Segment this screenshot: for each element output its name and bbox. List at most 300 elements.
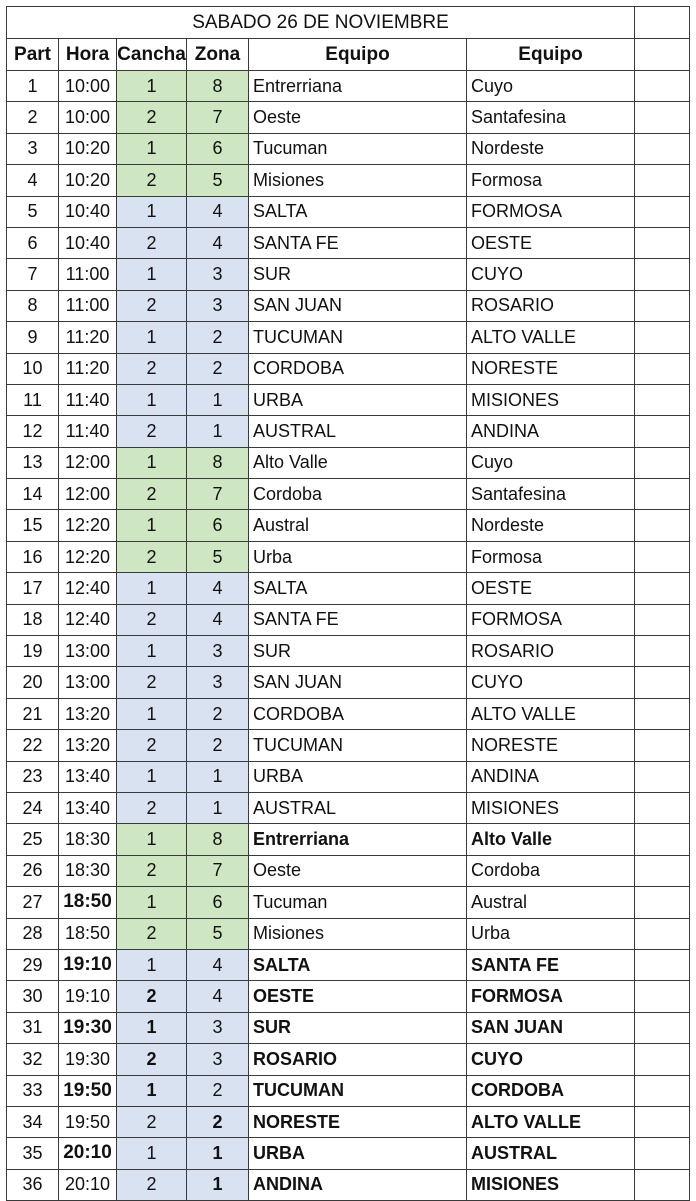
table-row [7,667,690,698]
empty-cell [635,1106,690,1137]
cell-part: 22 [7,730,59,761]
table-row [7,1075,690,1106]
table-row [7,1044,690,1075]
cell-equipo-1: SANTA FE [249,227,467,258]
cell-equipo-1: URBA [249,384,467,415]
cell-equipo-1: Entrerriana [249,824,467,855]
cell-cancha: 1 [117,322,187,353]
cell-cancha: 2 [117,102,187,133]
cell-part: 31 [7,1012,59,1043]
cell-part: 1 [7,71,59,102]
cell-part: 9 [7,322,59,353]
cell-zona: 5 [187,165,249,196]
empty-cell [635,887,690,918]
cell-equipo-1: AUSTRAL [249,792,467,823]
header-hora: Hora [59,39,117,71]
cell-equipo-1: Alto Valle [249,447,467,478]
cell-hora: 11:20 [59,322,117,353]
cell-equipo-1: Misiones [249,918,467,949]
empty-cell [635,698,690,729]
cell-equipo-1: ANDINA [249,1169,467,1200]
title-row [7,7,690,39]
table-row [7,165,690,196]
cell-equipo-1: URBA [249,1138,467,1169]
header-part: Part [7,39,59,71]
header-row [7,39,690,71]
cell-zona: 3 [187,636,249,667]
cell-part: 11 [7,384,59,415]
cell-zona: 3 [187,259,249,290]
cell-part: 25 [7,824,59,855]
cell-equipo-2: MISIONES [467,1169,635,1200]
empty-cell [635,541,690,572]
cell-zona: 6 [187,510,249,541]
schedule-table [6,6,690,1201]
sheet-title: SABADO 26 DE NOVIEMBRE [7,7,635,39]
cell-hora: 13:20 [59,730,117,761]
cell-hora: 18:30 [59,824,117,855]
cell-hora: 11:20 [59,353,117,384]
table-row [7,573,690,604]
empty-cell [635,730,690,761]
cell-equipo-1: Misiones [249,165,467,196]
cell-equipo-1: Entrerriana [249,71,467,102]
cell-equipo-1: ROSARIO [249,1044,467,1075]
cell-part: 26 [7,855,59,886]
cell-cancha: 1 [117,824,187,855]
table-row [7,227,690,258]
cell-equipo-1: SALTA [249,196,467,227]
cell-zona: 3 [187,667,249,698]
empty-cell [635,353,690,384]
cell-zona: 3 [187,290,249,321]
table-row [7,541,690,572]
cell-part: 28 [7,918,59,949]
table-row [7,1106,690,1137]
cell-cancha: 1 [117,447,187,478]
cell-cancha: 2 [117,855,187,886]
table-row [7,730,690,761]
cell-equipo-2: Santafesina [467,102,635,133]
empty-cell [635,39,690,71]
cell-zona: 1 [187,1138,249,1169]
empty-cell [635,949,690,980]
cell-equipo-2: ALTO VALLE [467,698,635,729]
table-row [7,384,690,415]
cell-part: 21 [7,698,59,729]
cell-equipo-1: AUSTRAL [249,416,467,447]
empty-cell [635,227,690,258]
cell-zona: 2 [187,730,249,761]
cell-cancha: 2 [117,1106,187,1137]
cell-hora: 19:50 [59,1106,117,1137]
cell-part: 4 [7,165,59,196]
cell-equipo-1: Tucuman [249,133,467,164]
cell-part: 23 [7,761,59,792]
cell-cancha: 2 [117,604,187,635]
cell-equipo-1: SUR [249,259,467,290]
cell-hora: 12:40 [59,573,117,604]
cell-zona: 6 [187,133,249,164]
cell-equipo-2: ROSARIO [467,290,635,321]
empty-cell [635,416,690,447]
table-row [7,761,690,792]
cell-equipo-2: ALTO VALLE [467,1106,635,1137]
cell-part: 19 [7,636,59,667]
cell-cancha: 1 [117,196,187,227]
cell-cancha: 2 [117,227,187,258]
empty-cell [635,1138,690,1169]
cell-hora: 20:10 [59,1169,117,1200]
schedule-rows [7,71,690,1201]
empty-cell [635,918,690,949]
cell-part: 2 [7,102,59,133]
cell-equipo-1: SUR [249,636,467,667]
cell-equipo-2: Cordoba [467,855,635,886]
cell-equipo-1: CORDOBA [249,698,467,729]
cell-hora: 13:00 [59,636,117,667]
cell-equipo-1: Oeste [249,102,467,133]
cell-part: 35 [7,1138,59,1169]
cell-hora: 11:40 [59,384,117,415]
cell-equipo-2: Austral [467,887,635,918]
cell-zona: 4 [187,196,249,227]
cell-equipo-1: SUR [249,1012,467,1043]
cell-zona: 8 [187,71,249,102]
cell-part: 18 [7,604,59,635]
cell-equipo-2: OESTE [467,573,635,604]
cell-equipo-2: FORMOSA [467,604,635,635]
cell-equipo-2: NORESTE [467,353,635,384]
cell-hora: 10:40 [59,227,117,258]
cell-part: 24 [7,792,59,823]
table-row [7,416,690,447]
cell-hora: 19:10 [59,949,117,980]
table-row [7,1138,690,1169]
empty-cell [635,604,690,635]
cell-zona: 4 [187,604,249,635]
cell-cancha: 1 [117,887,187,918]
cell-part: 33 [7,1075,59,1106]
cell-equipo-2: Cuyo [467,71,635,102]
cell-cancha: 1 [117,1075,187,1106]
cell-cancha: 1 [117,949,187,980]
cell-equipo-1: TUCUMAN [249,1075,467,1106]
cell-hora: 10:40 [59,196,117,227]
table-row [7,1012,690,1043]
cell-zona: 8 [187,447,249,478]
empty-cell [635,133,690,164]
table-row [7,636,690,667]
table-row [7,447,690,478]
empty-cell [635,1075,690,1106]
cell-cancha: 1 [117,698,187,729]
cell-equipo-1: SAN JUAN [249,667,467,698]
table-row [7,102,690,133]
cell-part: 12 [7,416,59,447]
table-row [7,887,690,918]
table-row [7,604,690,635]
empty-cell [635,259,690,290]
cell-equipo-2: ANDINA [467,761,635,792]
table-row [7,71,690,102]
table-row [7,792,690,823]
cell-equipo-2: Santafesina [467,479,635,510]
cell-equipo-2: CUYO [467,259,635,290]
cell-part: 15 [7,510,59,541]
cell-hora: 12:20 [59,541,117,572]
cell-cancha: 2 [117,730,187,761]
cell-equipo-2: AUSTRAL [467,1138,635,1169]
cell-hora: 11:00 [59,290,117,321]
cell-part: 16 [7,541,59,572]
cell-hora: 18:50 [59,918,117,949]
cell-cancha: 2 [117,290,187,321]
empty-cell [635,1012,690,1043]
empty-cell [635,447,690,478]
header-cancha: Cancha [117,39,187,71]
cell-equipo-1: Urba [249,541,467,572]
cell-cancha: 1 [117,71,187,102]
cell-hora: 18:50 [59,887,117,918]
cell-cancha: 2 [117,353,187,384]
cell-equipo-2: SAN JUAN [467,1012,635,1043]
cell-equipo-2: Alto Valle [467,824,635,855]
cell-equipo-1: SANTA FE [249,604,467,635]
cell-zona: 4 [187,981,249,1012]
table-row [7,479,690,510]
empty-cell [635,102,690,133]
table-row [7,949,690,980]
empty-cell [635,71,690,102]
cell-cancha: 1 [117,133,187,164]
cell-hora: 10:00 [59,102,117,133]
cell-equipo-1: CORDOBA [249,353,467,384]
cell-zona: 7 [187,102,249,133]
cell-zona: 7 [187,479,249,510]
cell-equipo-2: Nordeste [467,133,635,164]
empty-cell [635,290,690,321]
empty-cell [635,1044,690,1075]
cell-equipo-2: MISIONES [467,384,635,415]
cell-hora: 13:00 [59,667,117,698]
cell-equipo-2: Formosa [467,165,635,196]
cell-cancha: 1 [117,761,187,792]
table-row [7,824,690,855]
cell-equipo-2: Urba [467,918,635,949]
cell-equipo-2: SANTA FE [467,949,635,980]
cell-equipo-1: TUCUMAN [249,730,467,761]
cell-hora: 19:30 [59,1044,117,1075]
cell-zona: 7 [187,855,249,886]
empty-cell [635,667,690,698]
cell-zona: 2 [187,1075,249,1106]
table-row [7,196,690,227]
cell-hora: 12:00 [59,479,117,510]
cell-equipo-1: Austral [249,510,467,541]
cell-hora: 10:00 [59,71,117,102]
cell-zona: 2 [187,322,249,353]
cell-cancha: 1 [117,259,187,290]
cell-zona: 6 [187,887,249,918]
cell-part: 13 [7,447,59,478]
cell-zona: 1 [187,1169,249,1200]
cell-zona: 1 [187,761,249,792]
cell-equipo-2: MISIONES [467,792,635,823]
cell-equipo-1: Tucuman [249,887,467,918]
cell-equipo-2: Nordeste [467,510,635,541]
cell-zona: 4 [187,573,249,604]
cell-cancha: 1 [117,573,187,604]
cell-hora: 11:00 [59,259,117,290]
cell-equipo-2: NORESTE [467,730,635,761]
cell-equipo-1: URBA [249,761,467,792]
cell-equipo-2: ALTO VALLE [467,322,635,353]
cell-cancha: 1 [117,636,187,667]
empty-cell [635,1169,690,1200]
empty-cell [635,636,690,667]
cell-part: 27 [7,887,59,918]
cell-equipo-2: ANDINA [467,416,635,447]
cell-part: 32 [7,1044,59,1075]
empty-cell [635,196,690,227]
cell-hora: 12:20 [59,510,117,541]
cell-zona: 1 [187,384,249,415]
cell-zona: 4 [187,227,249,258]
cell-part: 6 [7,227,59,258]
cell-cancha: 2 [117,165,187,196]
cell-equipo-1: OESTE [249,981,467,1012]
cell-cancha: 2 [117,1169,187,1200]
cell-equipo-1: SALTA [249,949,467,980]
table-row [7,322,690,353]
cell-part: 29 [7,949,59,980]
cell-equipo-2: Formosa [467,541,635,572]
cell-part: 7 [7,259,59,290]
cell-cancha: 2 [117,981,187,1012]
cell-cancha: 2 [117,792,187,823]
cell-part: 36 [7,1169,59,1200]
cell-zona: 5 [187,918,249,949]
cell-cancha: 1 [117,1138,187,1169]
cell-equipo-2: OESTE [467,227,635,258]
cell-hora: 18:30 [59,855,117,886]
empty-cell [635,7,690,39]
cell-hora: 12:40 [59,604,117,635]
empty-cell [635,322,690,353]
cell-part: 20 [7,667,59,698]
table-row [7,918,690,949]
cell-part: 17 [7,573,59,604]
cell-hora: 13:40 [59,761,117,792]
cell-cancha: 2 [117,667,187,698]
cell-zona: 3 [187,1012,249,1043]
cell-equipo-2: Cuyo [467,447,635,478]
cell-hora: 13:20 [59,698,117,729]
cell-part: 30 [7,981,59,1012]
cell-equipo-1: SALTA [249,573,467,604]
cell-equipo-1: Cordoba [249,479,467,510]
header-zona: Zona [187,39,249,71]
empty-cell [635,792,690,823]
cell-part: 10 [7,353,59,384]
empty-cell [635,510,690,541]
cell-zona: 8 [187,824,249,855]
cell-cancha: 2 [117,416,187,447]
cell-hora: 19:10 [59,981,117,1012]
cell-cancha: 2 [117,479,187,510]
table-row [7,290,690,321]
empty-cell [635,573,690,604]
cell-cancha: 2 [117,541,187,572]
cell-hora: 13:40 [59,792,117,823]
cell-zona: 1 [187,792,249,823]
table-row [7,353,690,384]
cell-cancha: 1 [117,384,187,415]
cell-equipo-1: NORESTE [249,1106,467,1137]
cell-cancha: 2 [117,1044,187,1075]
cell-zona: 1 [187,416,249,447]
cell-part: 3 [7,133,59,164]
empty-cell [635,165,690,196]
empty-cell [635,981,690,1012]
cell-zona: 2 [187,353,249,384]
cell-equipo-2: ROSARIO [467,636,635,667]
cell-hora: 19:50 [59,1075,117,1106]
cell-part: 8 [7,290,59,321]
cell-hora: 12:00 [59,447,117,478]
table-row [7,698,690,729]
cell-equipo-2: CUYO [467,1044,635,1075]
cell-equipo-1: TUCUMAN [249,322,467,353]
cell-equipo-1: SAN JUAN [249,290,467,321]
table-row [7,1169,690,1200]
cell-equipo-2: FORMOSA [467,981,635,1012]
table-row [7,855,690,886]
header-equipo-1: Equipo [249,39,467,71]
cell-zona: 3 [187,1044,249,1075]
cell-equipo-1: Oeste [249,855,467,886]
cell-equipo-2: CORDOBA [467,1075,635,1106]
empty-cell [635,384,690,415]
cell-hora: 10:20 [59,133,117,164]
empty-cell [635,824,690,855]
cell-cancha: 2 [117,918,187,949]
cell-hora: 20:10 [59,1138,117,1169]
empty-cell [635,479,690,510]
table-row [7,981,690,1012]
cell-zona: 2 [187,1106,249,1137]
table-row [7,510,690,541]
cell-equipo-2: CUYO [467,667,635,698]
table-row [7,259,690,290]
cell-part: 5 [7,196,59,227]
table-row [7,133,690,164]
cell-zona: 4 [187,949,249,980]
cell-part: 34 [7,1106,59,1137]
cell-zona: 2 [187,698,249,729]
cell-hora: 19:30 [59,1012,117,1043]
cell-cancha: 1 [117,510,187,541]
cell-cancha: 1 [117,1012,187,1043]
empty-cell [635,855,690,886]
header-equipo-2: Equipo [467,39,635,71]
cell-part: 14 [7,479,59,510]
cell-hora: 11:40 [59,416,117,447]
cell-zona: 5 [187,541,249,572]
cell-equipo-2: FORMOSA [467,196,635,227]
empty-cell [635,761,690,792]
